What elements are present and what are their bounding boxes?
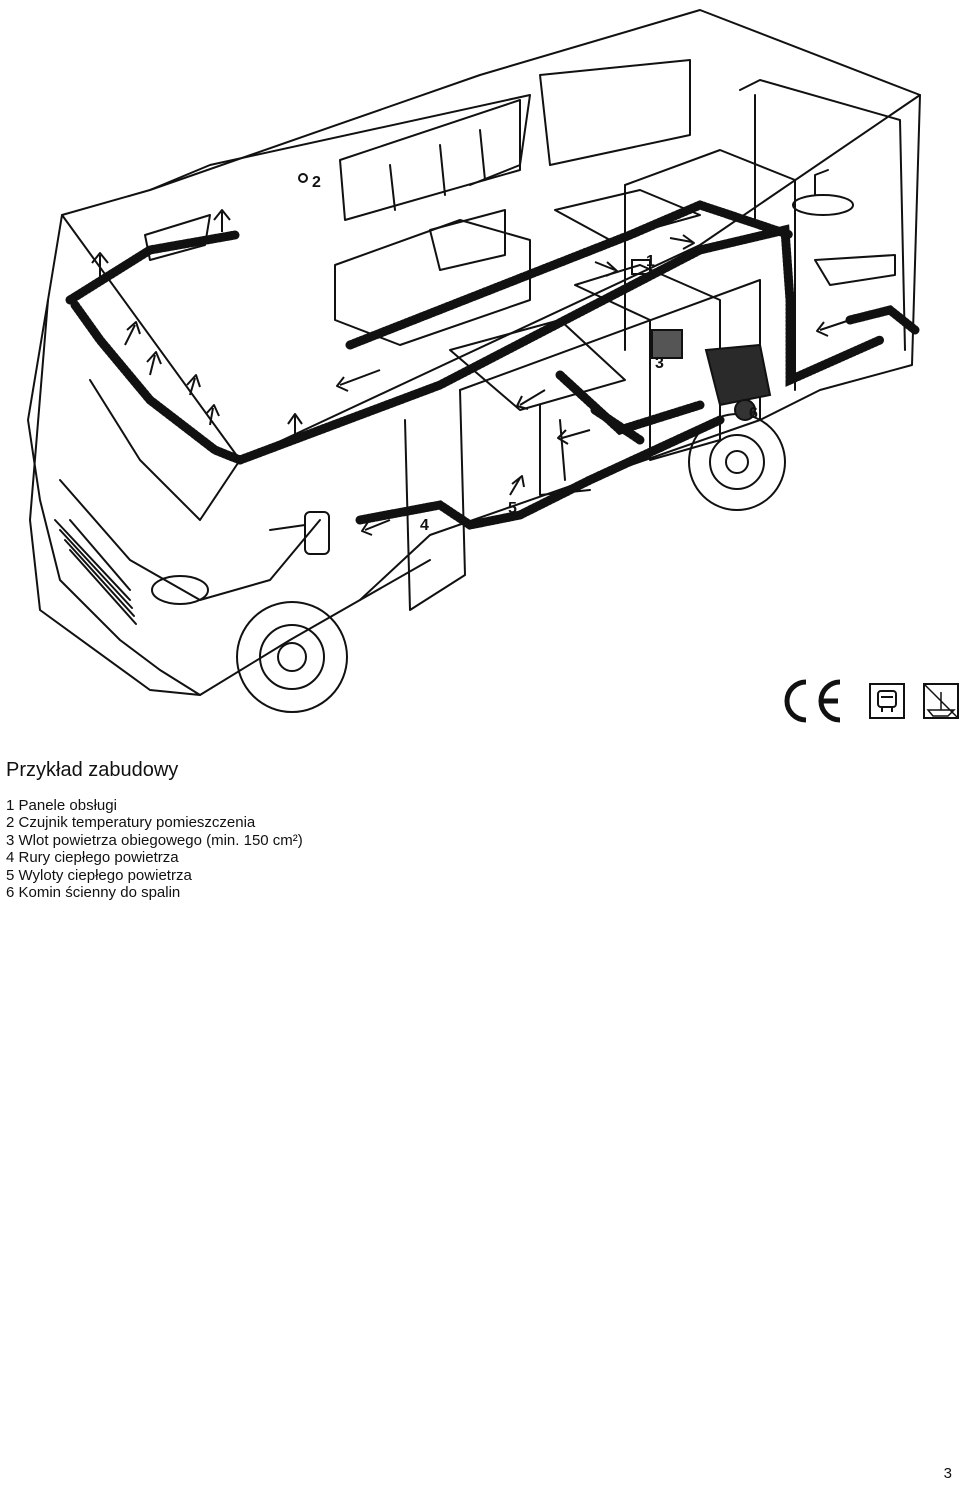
marker-3: 3 bbox=[655, 355, 664, 372]
marker-1: 1 bbox=[646, 253, 655, 270]
marker-2: 2 bbox=[312, 174, 321, 191]
legend-item: 1 Panele obsługi bbox=[6, 797, 117, 814]
legend-item: 5 Wyloty ciepłego powietrza bbox=[6, 866, 192, 884]
legend-item: 6 Komin ścienny do spalin bbox=[6, 884, 181, 902]
installation-illustration bbox=[0, 0, 960, 740]
marker-4: 4 bbox=[420, 517, 429, 534]
caravan-symbol-icon bbox=[870, 684, 904, 718]
certification-marks bbox=[778, 678, 960, 724]
legend-item: 3 Wlot powietrza obiegowego (min. 150 cm²) bbox=[6, 831, 303, 849]
figure-legend bbox=[6, 797, 303, 901]
marker-5: 5 bbox=[508, 500, 517, 517]
marker-6: 6 bbox=[749, 405, 758, 422]
legend-item: 2 Czujnik temperatury pomieszczenia bbox=[6, 814, 256, 832]
figure-title: Przykład zabudowy bbox=[6, 759, 179, 781]
legend-item: 4 Rury ciepłego powietrza bbox=[6, 849, 179, 867]
ce-mark-icon bbox=[787, 682, 840, 720]
boat-symbol-icon bbox=[924, 684, 958, 718]
page-number: 3 bbox=[943, 1465, 952, 1482]
